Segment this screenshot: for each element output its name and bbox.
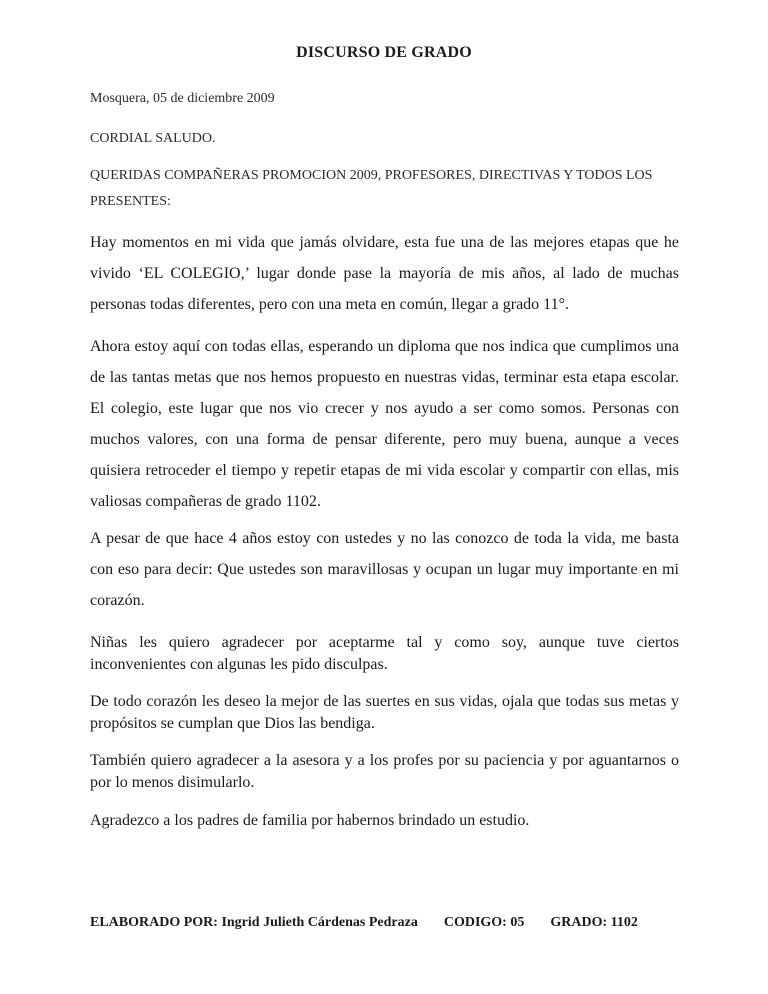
document-title: DISCURSO DE GRADO xyxy=(296,44,472,61)
addressees: QUERIDAS COMPAÑERAS PROMOCION 2009, PROFESORES, DIRECTIVAS Y TODOS LOS PRESENTES: xyxy=(90,168,653,209)
greeting: CORDIAL SALUDO. xyxy=(90,131,216,146)
date-line: Mosquera, 05 de diciembre 2009 xyxy=(90,91,275,106)
paragraph-1: Hay momentos en mi vida que jamás olvidare, esta fue una de las mejores etapas que he vivido ‘EL COLEGIO,’ lugar donde pase la mayoría de mis años, al lado de muchas personas todas diferentes, pero con una meta en común, llegar a grado 11°. xyxy=(90,234,679,313)
paragraph-6: También quiero agradecer a la asesora y a los profes por su paciencia y por aguantarnos o por lo menos disimularlo. xyxy=(90,752,679,791)
footer-author: ELABORADO POR: Ingrid Julieth Cárdenas Pedraza xyxy=(90,915,418,930)
footer-grade: GRADO: 1102 xyxy=(550,915,638,930)
footer xyxy=(90,915,690,931)
paragraph-5: De todo corazón les deseo la mejor de las suertes en sus vidas, ojala que todas sus metas y propósitos se cumplan que Dios las bendiga. xyxy=(90,693,679,732)
footer-code: CODIGO: 05 xyxy=(443,915,525,930)
paragraph-3: A pesar de que hace 4 años estoy con ustedes y no las conozco de toda la vida, me basta con eso para decir: Que ustedes son maravillosas y ocupan un lugar muy importante en mi corazón. xyxy=(90,530,679,609)
paragraph-2: Ahora estoy aquí con todas ellas, esperando un diploma que nos indica que cumplimos una de las tantas metas que nos hemos propuesto en nuestras vidas, terminar esta etapa escolar. El colegio, este lugar que nos vio crecer y nos ayudo a ser como somos. Personas con muchos valores, con una forma de pensar diferente, pero muy buena, aunque a veces quisiera retroceder el tiempo y repetir etapas de mi vida escolar y compartir con ellas, mis valiosas compañeras de grado 1102. xyxy=(90,338,679,510)
paragraph-7: Agradezco a los padres de familia por habernos brindado un estudio. xyxy=(90,812,530,829)
paragraph-4: Niñas les quiero agradecer por aceptarme tal y como soy, aunque tuve ciertos inconvenientes con algunas les pido disculpas. xyxy=(90,634,679,673)
